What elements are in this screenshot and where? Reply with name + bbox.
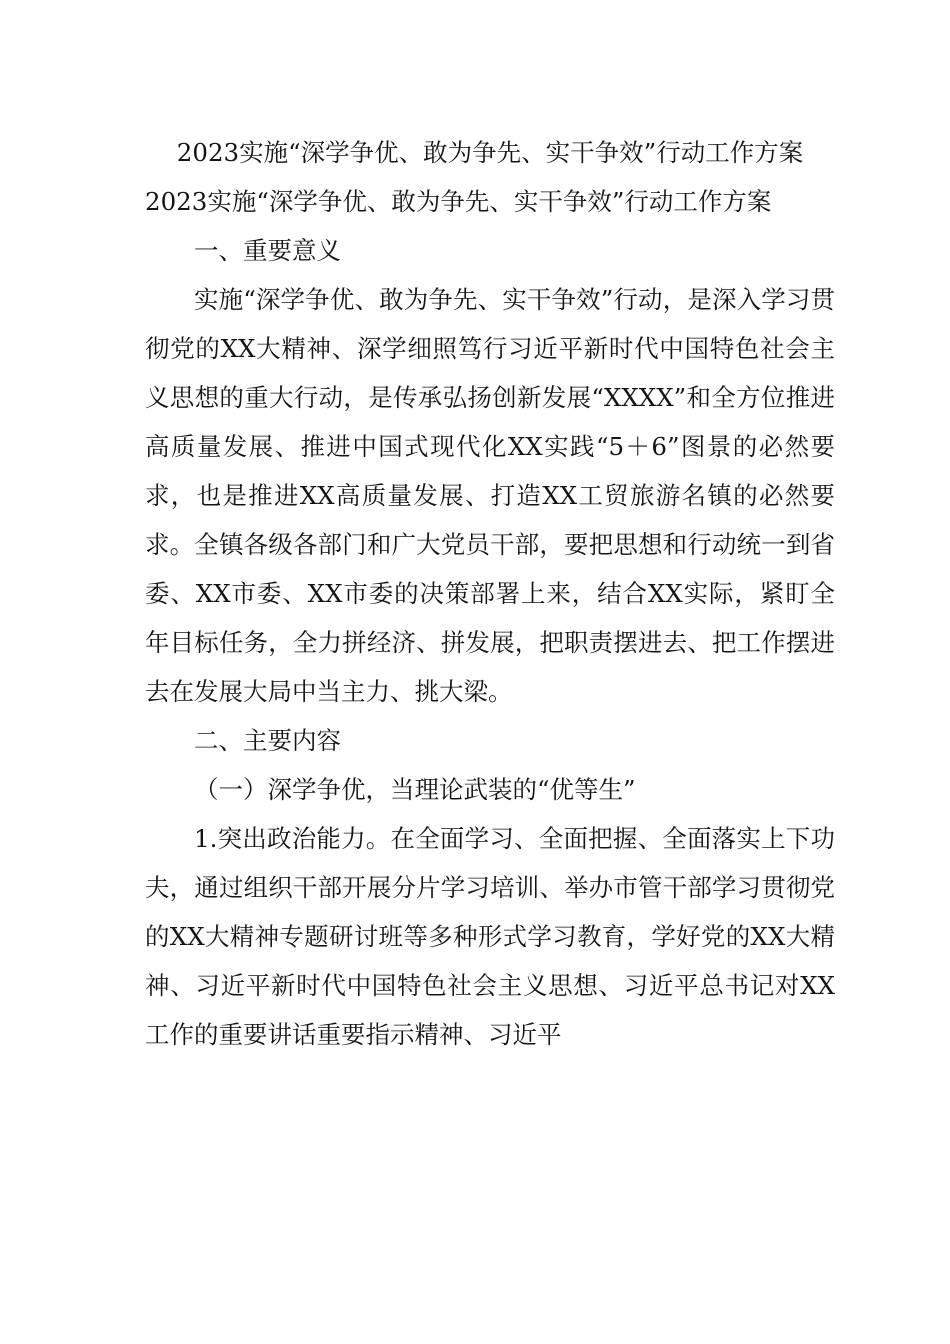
paragraph-political-ability: 1.突出政治能力。在全面学习、全面把握、全面落实上下功夫，通过组织干部开展分片学习培训、举办市管干部学习贯彻党的XX大精神专题研讨班等多种形式学习教育，学好党的XX大精神、习近平新时代中国特色社会主义思想、习近平总书记对XX工作的重要讲话重要指示精神、习近平 xyxy=(145,824,835,1049)
document-body xyxy=(145,128,835,1059)
paragraph-significance: 实施“深学争优、敢为争先、实干争效”行动，是深入学习贯彻党的XX大精神、深学细照笃行习近平新时代中国特色社会主义思想的重大行动，是传承弘扬创新发展“XXXX”和全方位推进高质量发展、推进中国式现代化XX实践“5＋6”图景的必然要求，也是推进XX高质量发展、打造XX工贸旅游名镇的必然要求。全镇各级各部门和广大党员干部，要把思想和行动统一到省委、XX市委、XX市委的决策部署上来，结合XX实际，紧盯全年目标任务，全力拼经济、拼发展，把职责摆进去、把工作摆进去在发展大局中当主力、挑大梁。 xyxy=(145,285,835,706)
document-title-repeat: 2023实施“深学争优、敢为争先、实干争效”行动工作方案 xyxy=(145,187,772,216)
subsection-heading-deep-study: （一）深学争优，当理论武装的“优等生” xyxy=(194,775,636,804)
section-heading-significance: 一、重要意义 xyxy=(194,236,341,265)
document-title: 2023实施“深学争优、敢为争先、实干争效”行动工作方案 xyxy=(176,138,804,167)
section-heading-main-content: 二、主要内容 xyxy=(194,726,341,755)
